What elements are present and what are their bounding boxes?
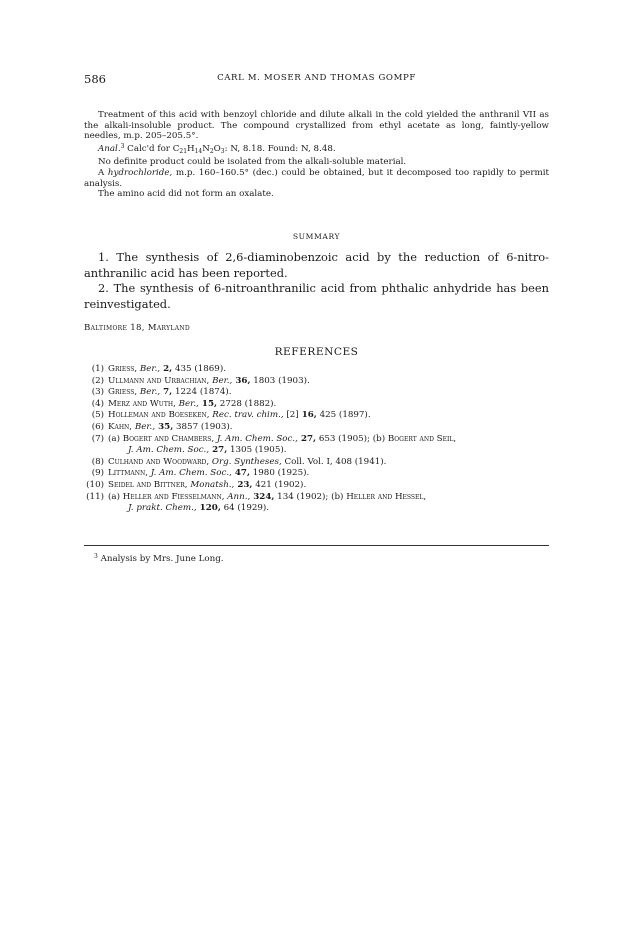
page-header: [84, 72, 549, 86]
summary-item: 2. The synthesis of 6-nitroanthranilic acid from phthalic anhydride has been reinvestigated.: [84, 281, 549, 311]
author-address: Baltimore 18, Maryland: [84, 323, 191, 333]
reference-item: (4) Merz and Wuth, Ber., 15, 2728 (1882).: [91, 398, 277, 409]
reference-item: (5) Holleman and Boeseken, Rec. trav. chim., [2] 16, 425 (1897).: [91, 410, 371, 421]
reference-item: (2) Ullmann and Urbachian, Ber., 36, 1803 (1903).: [91, 375, 310, 386]
footnote: $^3$ Analysis by Mrs. June Long.: [94, 553, 224, 564]
footnote-rule: [84, 545, 549, 546]
reference-item: (6) Kahn, Ber., 35, 3857 (1903).: [91, 421, 233, 432]
hydrochloride-paragraph: A hydrochloride, m.p. 160–160.5° (dec.) could be obtained, but it decomposed too rapidly to permit analysis.: [84, 167, 549, 189]
references-heading: REFERENCES: [274, 346, 359, 358]
reference-item: (3) Griess, Ber., 7, 1224 (1874).: [91, 387, 232, 398]
reference-item: (11) (a) Heller and Fiesselmann, Ann., 324, 134 (1902); (b) Heller and Hessel, J. prakt. Chem., 120, 64 (1929).: [86, 491, 427, 514]
reference-item: (8) Culhand and Woodward, Org. Syntheses, Coll. Vol. I, 408 (1941).: [91, 456, 387, 467]
reference-item: (1) Griess, Ber., 2, 435 (1869).: [91, 364, 226, 374]
experimental-paragraph: Treatment of this acid with benzoyl chloride and dilute alkali in the cold yielded the anthranil VII as the alkali-insoluble product. The compound crystallized from ethyl acetate as long, faintly-yellow needles, m.p. 205–205.5°.: [84, 110, 549, 142]
reference-item: (9) Littmann, J. Am. Chem. Soc., 47, 1980 (1925).: [91, 468, 310, 479]
reference-item: (10) Seidel and Bittner, Monatsh., 23, 421 (1902).: [86, 479, 307, 490]
experimental-paragraph: The amino acid did not form an oxalate.: [98, 189, 274, 200]
experimental-section: [84, 110, 549, 200]
reference-list: [84, 364, 554, 515]
analysis-line: Anal.$^3$ Calc'd for $C_{21}H_{14}N_2O_3$: N, 8.18. Found: N, 8.48.: [98, 142, 336, 155]
page-number: 586: [84, 72, 106, 86]
experimental-paragraph: No definite product could be isolated from the alkali-soluble material.: [98, 157, 407, 168]
summary-item: 1. The synthesis of 2,6-diaminobenzoic acid by the reduction of 6-nitro-anthranilic acid has been reported.: [84, 250, 549, 280]
summary-section: [84, 250, 549, 312]
reference-item: (7) (a) Bogert and Chambers, J. Am. Chem. Soc., 27, 653 (1905); (b) Bogert and Seil, J. Am. Chem. Soc., 27, 1305 (1905).: [91, 433, 457, 456]
running-head: CARL M. MOSER AND THOMAS GOMPF: [217, 73, 416, 83]
summary-heading: SUMMARY: [292, 232, 341, 241]
